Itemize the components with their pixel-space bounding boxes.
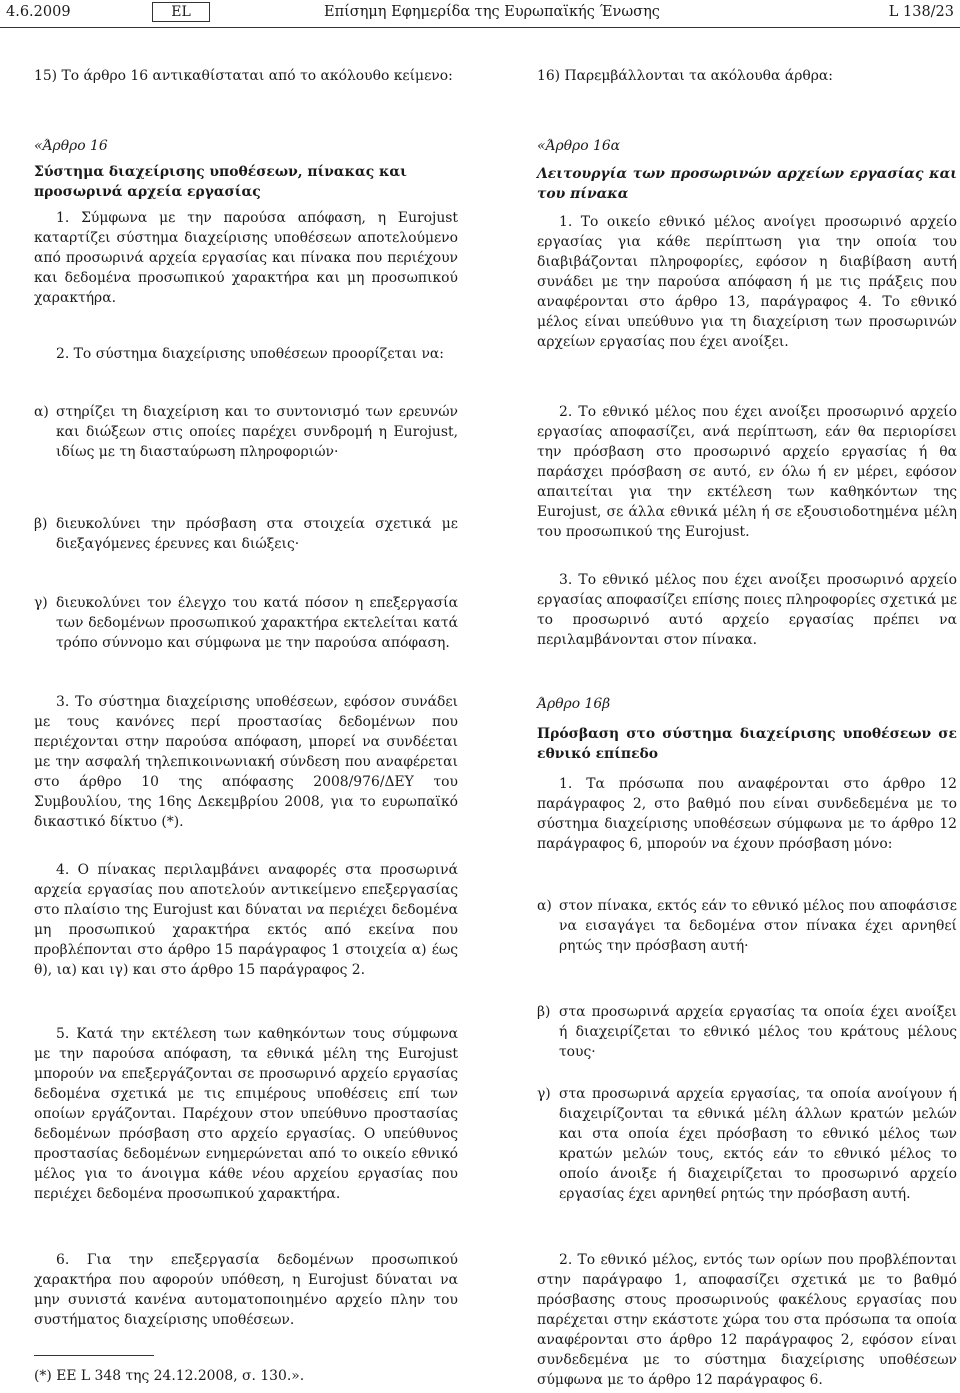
- article-16-paragraph-6: 6. Για την επεξεργασία δεδομένων προσωπικού χαρακτήρα που αφορούν υπόθεση, η Eurojust δύναται να μην συνιστά κανένα αυτοματοποιημένο αρχείο πλην του συστήματος διαχείρισης υποθέσεων.: [34, 1252, 458, 1328]
- article-16a-paragraph-1: 1. Το οικείο εθνικό μέλος ανοίγει προσωρινό αρχείο εργασίας για κάθε περίπτωση για την οποία του διαβιβάζονται πληροφορίες, εφόσον η διαβίβαση αυτή συνάδει με την παρούσα απόφαση ή με τις πράξεις που αναφέρονται στο άρθρο 13, παράγραφος 4. Το εθνικό μέλος είναι υπεύθυνο για τη διαχείριση των προσωρινών αρχείων εργασίας που έχει ανοίξει.: [537, 214, 957, 350]
- right-list-item-b: [537, 1002, 957, 1062]
- language-badge: EL: [152, 2, 210, 22]
- article-16b-title: Πρόσβαση στο σύστημα διαχείρισης υποθέσεων σε εθνικό επίπεδο: [537, 726, 957, 762]
- article-16a-label: «Άρθρο 16α: [537, 138, 621, 154]
- article-16-paragraph-4: 4. Ο πίνακας περιλαμβάνει αναφορές στα προσωρινά αρχεία εργασίας που αποτελούν αντικείμενο επεξεργασίας στο πλαίσιο της Eurojust και δύναται να περιέχει δεδομένα μη προσωπικού χαρακτήρα εκτός από εκείνα που προβλέπονται στο άρθρο 15 παράγραφος 1 στοιχεία α) έως θ), ια) και ιγ) και στο άρθρο 15 παράγραφος 2.: [34, 862, 458, 978]
- article-16a-paragraph-3: 3. Το εθνικό μέλος που έχει ανοίξει προσωρινό αρχείο εργασίας αποφασίζει επίσης ποιες πληροφορίες σχετικά με το προσωρινό αυτό αρχείο εργασίας πρέπει να περιλαμβάνονται στον πίνακα.: [537, 572, 957, 648]
- right-list-item-c: [537, 1084, 957, 1204]
- article-16a-title: Λειτουργία των προσωρινών αρχείων εργασίας και του πίνακα: [537, 166, 957, 202]
- list-item-c-text: διευκολύνει τον έλεγχο του κατά πόσον η επεξεργασία των δεδομένων προσωπικού χαρακτήρα εκτελείται κατά τρόπο σύννομο και σύμφωνα με την παρούσα απόφαση.: [56, 595, 458, 651]
- list-item-b: [34, 514, 458, 554]
- right-list-item-a: [537, 896, 957, 956]
- list-item-b-text: διευκολύνει την πρόσβαση στα στοιχεία σχετικά με διεξαγόμενες έρευνες και διώξεις·: [56, 516, 458, 552]
- left-intro: 15) Το άρθρο 16 αντικαθίσταται από το ακόλουθο κείμενο:: [34, 68, 453, 84]
- right-list-item-b-text: στα προσωρινά αρχεία εργασίας τα οποία έχει ανοίξει ή διαχειρίζεται το εθνικό μέλος του κράτους μέλους τους·: [559, 1004, 957, 1060]
- article-16-paragraph-3: 3. Το σύστημα διαχείρισης υποθέσεων, εφόσον συνάδει με τους κανόνες περί προστασίας δεδομένων που περιέχονται στην παρούσα απόφαση, μπορεί να συνδέεται με την ασφαλή τηλεπικοινωνιακή σύνδεση που αναφέρεται στο άρθρο 10 της απόφασης 2008/976/ΔΕΥ του Συμβουλίου, της 16ης Δεκεμβρίου 2008, για το ευρωπαϊκό δικαστικό δίκτυο (*).: [34, 694, 458, 830]
- footnote-rule: [34, 1355, 154, 1356]
- list-item-c: [34, 593, 458, 653]
- right-intro: 16) Παρεμβάλλονται τα ακόλουθα άρθρα:: [537, 68, 833, 84]
- right-list-item-c-label: γ): [537, 1086, 551, 1102]
- right-list-item-b-label: β): [537, 1004, 551, 1020]
- right-list-item-a-label: α): [537, 898, 552, 914]
- article-16b-label: Άρθρο 16β: [537, 696, 611, 712]
- page-reference: L 138/23: [888, 4, 954, 20]
- header-rule: [0, 27, 960, 28]
- list-item-c-label: γ): [34, 595, 48, 611]
- list-item-a: [34, 402, 458, 462]
- footnote: (*) ΕΕ L 348 της 24.12.2008, σ. 130.».: [34, 1368, 305, 1384]
- article-16-paragraph-5: 5. Κατά την εκτέλεση των καθηκόντων τους σύμφωνα με την παρούσα απόφαση, τα εθνικά μέλη της Eurojust μπορούν να επεξεργάζονται σε προσωρινό αρχείο εργασίας δεδομένα σχετικά με τις επιμέρους υποθέσεις επί των οποίων εργάζονται. Παρέχουν στον υπεύθυνο προστασίας δεδομένων πρόσβαση στο αρχείο εργασίας. Ο υπεύθυνος προστασίας δεδομένων ενημερώνεται από το οικείο εθνικό μέλος για το άνοιγμα κάθε νέου αρχείου εργασίας που περιέχει δεδομένα προσωπικού χαρακτήρα.: [34, 1026, 458, 1202]
- right-list-item-c-text: στα προσωρινά αρχεία εργασίας, τα οποία ανοίγουν ή διαχειρίζονται τα εθνικά μέλη άλλων κρατών μελών και στα οποία έχει πρόσβαση το εθνικό μέλος των κρατών μελών τους, εκτός εάν το εθνικό μέλος το οποίο άνοιξε ή διαχειρίζεται το προσωρινό αρχείο εργασίας έχει αρνηθεί ρητώς την πρόσβαση αυτή.: [559, 1086, 957, 1202]
- list-item-a-text: στηρίζει τη διαχείριση και το συντονισμό των ερευνών και διώξεων στις οποίες παρέχει συνδρομή η Eurojust, ιδίως με τη διασταύρωση πληροφοριών·: [56, 404, 458, 460]
- article-16b-paragraph-1: 1. Τα πρόσωπα που αναφέρονται στο άρθρο 12 παράγραφος 2, στο βαθμό που είναι συνδεδεμένα με το σύστημα διαχείρισης υποθέσεων σύμφωνα με το άρθρο 12 παράγραφος 6, μπορούν να έχουν πρόσβαση μόνο:: [537, 776, 957, 852]
- page-header: [0, 0, 960, 26]
- list-item-b-label: β): [34, 516, 48, 532]
- right-list-item-a-text: στον πίνακα, εκτός εάν το εθνικό μέλος που αποφάσισε να εισαγάγει τα δεδομένα στον πίνακα έχει αρνηθεί ρητώς την πρόσβαση αυτή·: [559, 898, 957, 954]
- journal-title: Επίσημη Εφημερίδα της Ευρωπαϊκής Ένωσης: [324, 4, 660, 20]
- list-item-a-label: α): [34, 404, 49, 420]
- article-16a-paragraph-2: 2. Το εθνικό μέλος που έχει ανοίξει προσωρινό αρχείο εργασίας αποφασίζει, ανά περίπτωση, εάν θα περιορίσει την πρόσβαση στο προσωρινό αρχείο εργασίας ή θα παράσχει πρόσβαση σε αυτό, εν όλω ή εν μέρει, εφόσον απαιτείται για την εκτέλεση των καθηκόντων της Eurojust, σε άλλα εθνικά μέλη ή σε εξουσιοδοτημένα μέλη του προσωπικού της Eurojust.: [537, 404, 957, 540]
- header-date: 4.6.2009: [6, 4, 71, 20]
- article-16-paragraph-1: 1. Σύμφωνα με την παρούσα απόφαση, η Eurojust καταρτίζει σύστημα διαχείρισης υποθέσεων αποτελούμενο από προσωρινά αρχεία εργασίας και πίνακα που περιέχουν και δεδομένα προσωπικού χαρακτήρα και μη προσωπικού χαρακτήρα.: [34, 210, 458, 306]
- article-16-paragraph-2: 2. Το σύστημα διαχείρισης υποθέσεων προορίζεται να:: [56, 346, 444, 362]
- article-16-title: Σύστημα διαχείρισης υποθέσεων, πίνακας και προσωρινά αρχεία εργασίας: [34, 164, 407, 200]
- article-16b-paragraph-2: 2. Το εθνικό μέλος, εντός των ορίων που προβλέπονται στην παράγραφο 1, αποφασίζει σχετικά με το βαθμό πρόσβασης στους προσωρινούς φακέλους εργασίας που παρέχεται στην εκάστοτε χώρα του στα πρόσωπα τα οποία αναφέρονται στο άρθρο 12 παράγραφος 2, εφόσον είναι συνδεδεμένα με το σύστημα διαχείρισης υποθέσεων σύμφωνα με το άρθρο 12 παράγραφος 6.: [537, 1252, 957, 1388]
- article-16-label: «Άρθρο 16: [34, 138, 108, 154]
